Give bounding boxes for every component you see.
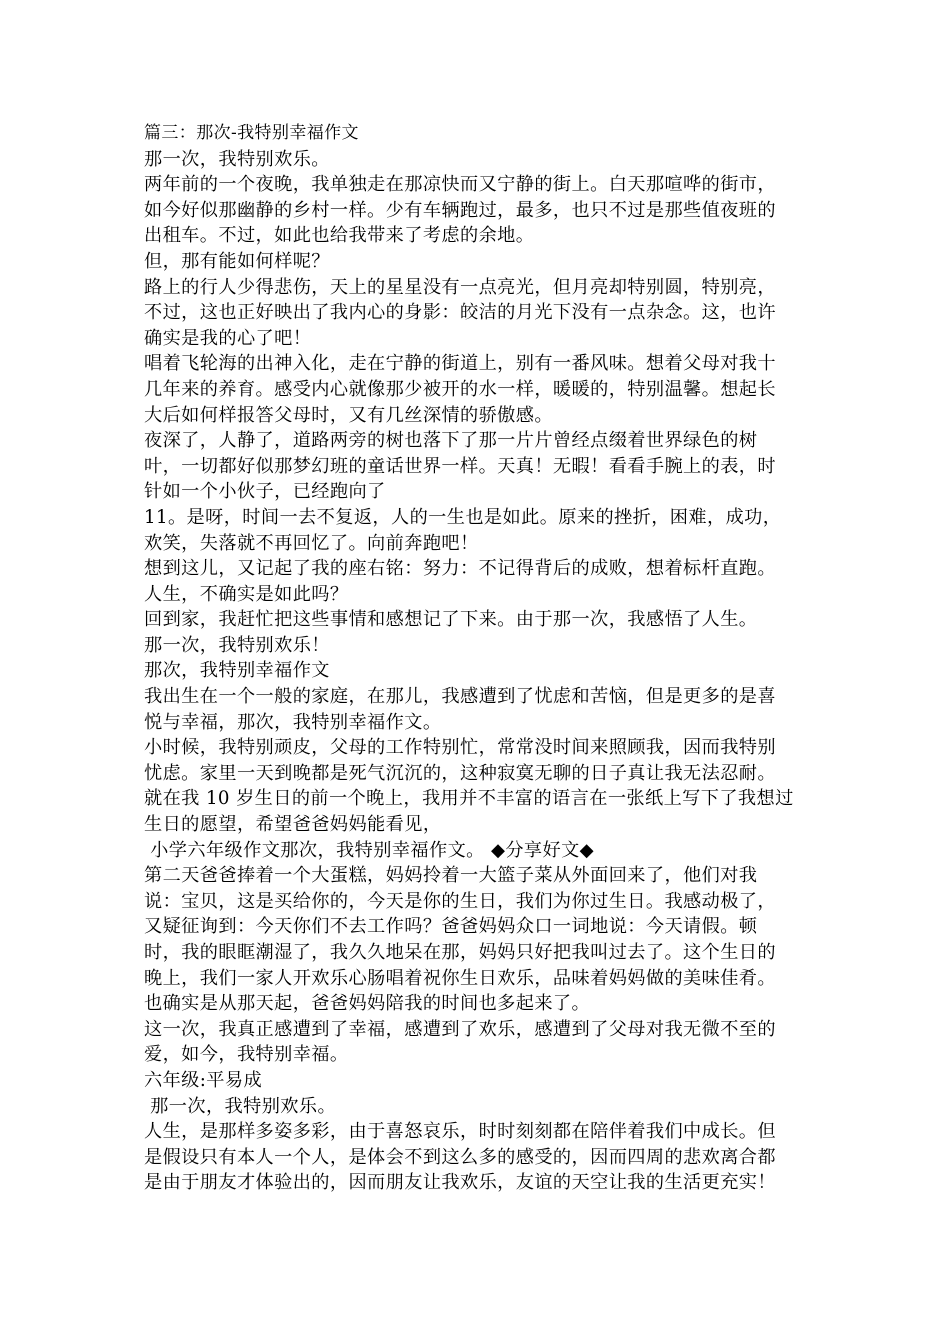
text-line: 那一次，我特别欢乐！ <box>144 634 330 656</box>
text-line: 确实是我的心了吧！ <box>144 327 312 349</box>
author-line: 六年级:平易成 <box>144 1069 263 1091</box>
text-line: 欢笑，失落就不再回忆了。向前奔跑吧！ <box>144 532 479 554</box>
text-line: 路上的行人少得悲伤，天上的星星没有一点亮光，但月亮却特别圆，特别亮， <box>144 276 776 298</box>
text-line: 忧虑。家里一天到晚都是死气沉沉的，这种寂寞无聊的日子真让我无法忍耐。 <box>144 762 776 784</box>
text-line: 时，我的眼眶潮湿了，我久久地呆在那，妈妈只好把我叫过去了。这个生日的 <box>144 942 776 963</box>
text-line: 针如一个小伙子，已经跑向了 <box>144 481 386 503</box>
text-line: 人生，不确实是如此吗？ <box>144 583 349 605</box>
text-line: 小时候，我特别顽皮，父母的工作特别忙，常常没时间来照顾我，因而我特别 <box>144 737 776 759</box>
text-line: 第二天爸爸捧着一个大蛋糕，妈妈拎着一大篮子菜从外面回来了，他们对我 <box>144 865 758 887</box>
text-line: 又疑征询到：今天你们不去工作吗？爸爸妈妈众口一词地说：今天请假。顿 <box>144 916 758 938</box>
text-line: 是由于朋友才体验出的，因而朋友让我欢乐，友谊的天空让我的生活更充实！ <box>144 1172 776 1194</box>
text-line: 叶，一切都好似那梦幻班的童话世界一样。天真！无暇！看看手腕上的表，时 <box>144 455 776 477</box>
text-line: 就在我 10 岁生日的前一个晚上，我用并不丰富的语言在一张纸上写下了我想过 <box>144 788 794 810</box>
text-line: 那一次，我特别欢乐。 <box>144 148 330 170</box>
document-body <box>144 121 808 1196</box>
share-line: 小学六年级作文那次，我特别幸福作文。 ◆分享好文◆ <box>144 839 595 861</box>
text-line: 想到这儿，又记起了我的座右铭：努力：不记得背后的成败，想着标杆直跑。 <box>144 558 776 580</box>
essay-title: 那次，我特别幸福作文 <box>144 660 330 682</box>
text-line: 我出生在一个一般的家庭，在那儿，我感遭到了忧虑和苦恼，但是更多的是喜 <box>144 686 776 708</box>
section-title: 篇三：那次-我特别幸福作文 <box>144 123 359 143</box>
text-line: 这一次，我真正感遭到了幸福，感遭到了欢乐，感遭到了父母对我无微不至的 <box>144 1018 776 1040</box>
text-line: 生日的愿望，希望爸爸妈妈能看见， <box>144 814 442 836</box>
text-line: 爱，如今，我特别幸福。 <box>144 1044 349 1066</box>
text-line: 不过，这也正好映出了我内心的身影：皎洁的月光下没有一点杂念。这，也许 <box>144 302 776 324</box>
text-line: 夜深了，人静了，道路两旁的树也落下了那一片片曾经点缀着世界绿色的树 <box>144 430 758 452</box>
text-line: 人生，是那样多姿多彩，由于喜怒哀乐，时时刻刻都在陪伴着我们中成长。但 <box>144 1121 776 1143</box>
text-line: 也确实是从那天起，爸爸妈妈陪我的时间也多起来了。 <box>144 993 591 1015</box>
text-line: 说：宝贝，这是买给你的，今天是你的生日，我们为你过生日。我感动极了， <box>144 890 776 912</box>
text-line: 回到家，我赶忙把这些事情和感想记了下来。由于那一次，我感悟了人生。 <box>144 609 758 631</box>
text-line: 如今好似那幽静的乡村一样。少有车辆跑过，最多，也只不过是那些值夜班的 <box>144 199 776 221</box>
text-line: 是假设只有本人一个人，是体会不到这么多的感受的，因而四周的悲欢离合都 <box>144 1146 776 1168</box>
text-line: 出租车。不过，如此也给我带来了考虑的余地。 <box>144 225 535 247</box>
text-line: 两年前的一个夜晚，我单独走在那凉快而又宁静的街上。白天那喧哗的街市， <box>144 174 776 196</box>
text-line: 11。是呀，时间一去不复返，人的一生也是如此。原来的挫折，困难，成功， <box>144 506 782 528</box>
text-line: 晚上，我们一家人开欢乐心肠唱着祝你生日欢乐，品味着妈妈做的美味佳肴。 <box>144 967 776 989</box>
text-line: 但，那有能如何样呢？ <box>144 250 330 272</box>
text-line: 大后如何样报答父母时，又有几丝深情的骄傲感。 <box>144 404 553 426</box>
text-line: 几年来的养育。感受内心就像那少被开的水一样，暖暖的，特别温馨。想起长 <box>144 378 776 400</box>
text-line: 唱着飞轮海的出神入化，走在宁静的街道上，别有一番风味。想着父母对我十 <box>144 353 776 375</box>
text-line: 悦与幸福，那次，我特别幸福作文。 <box>144 711 442 733</box>
text-line: 那一次，我特别欢乐。 <box>144 1095 337 1117</box>
